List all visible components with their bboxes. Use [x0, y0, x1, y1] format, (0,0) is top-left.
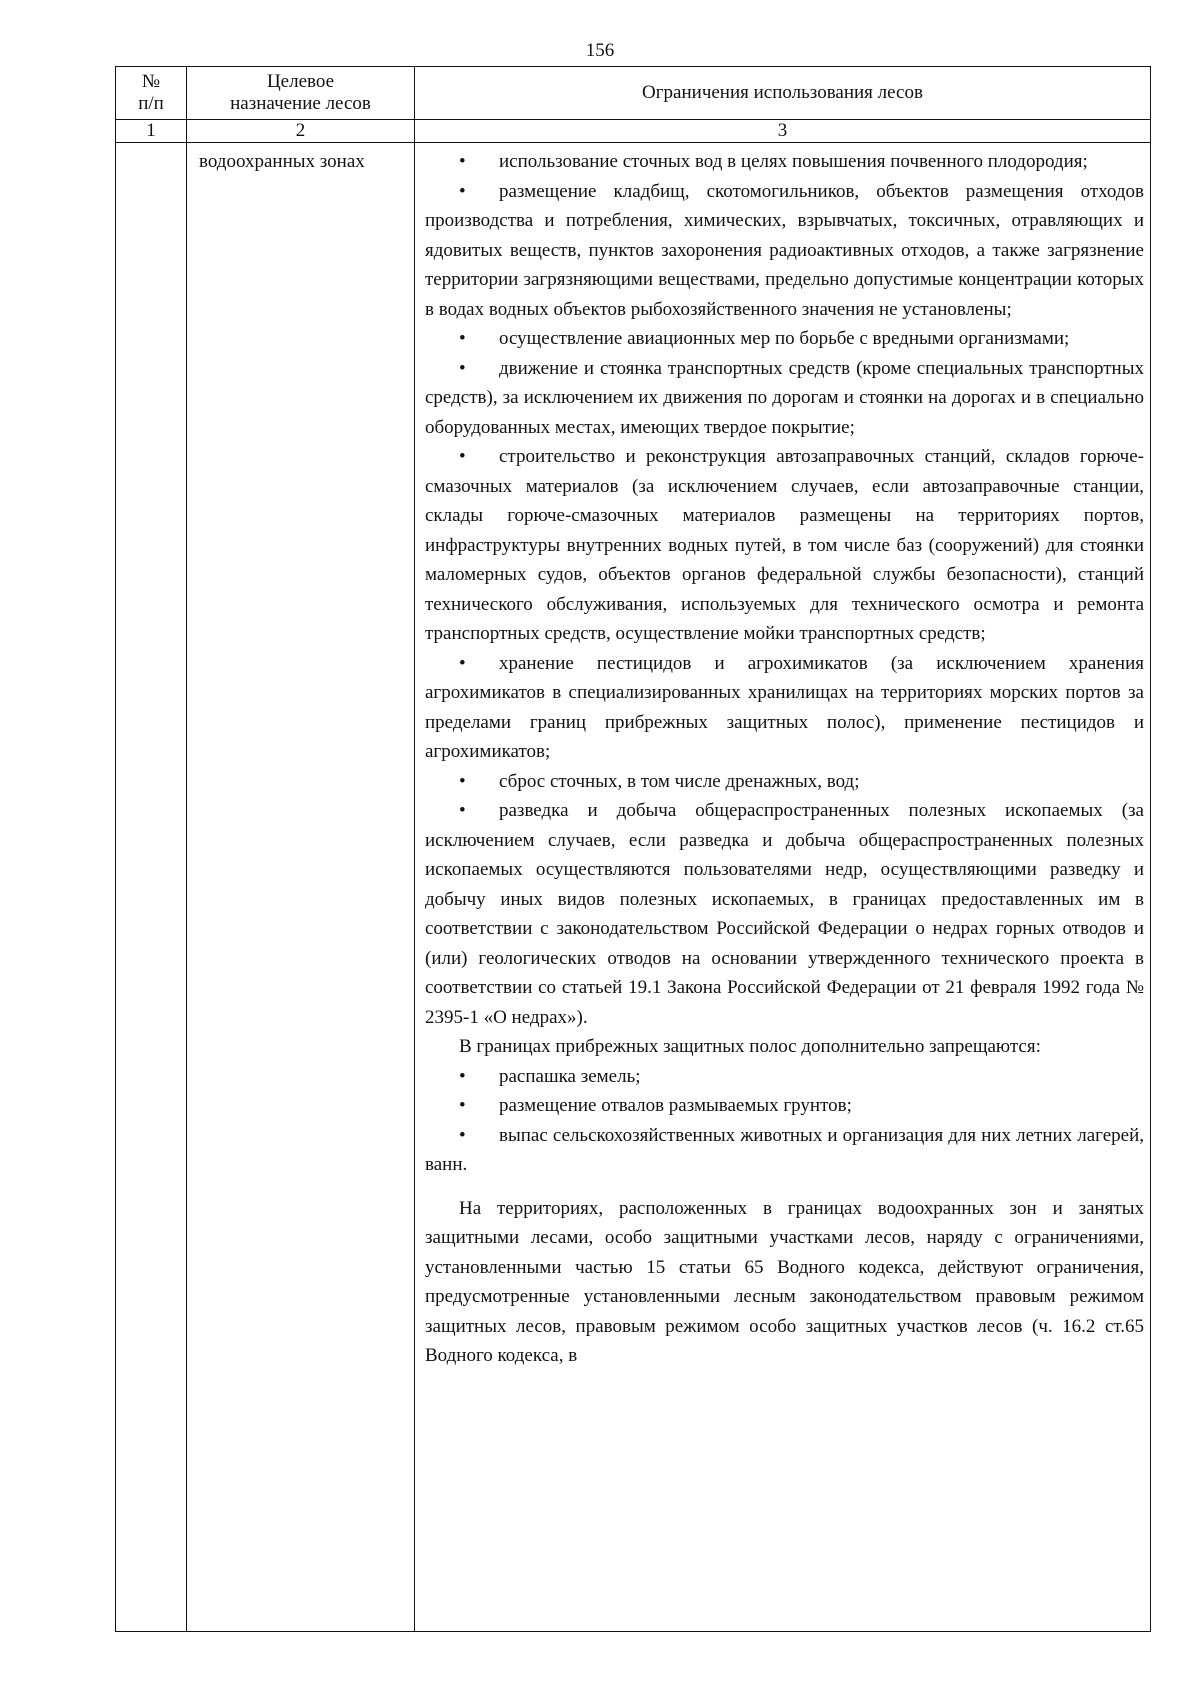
header-num-line-1: №: [141, 71, 161, 92]
page-number: 156: [585, 40, 615, 61]
list-item: [425, 177, 1144, 325]
list-item-text: строительство и реконструкция автозаправочных станций, складов горюче-смазочных материалов (за исключением случаев, если автозаправочные станции, склады горюче-смазочных материалов размещены на территориях портов, инфраструктуры внутренних водных путей, в том числе баз (сооружений) для стоянки маломерных судов, объектов органов федеральной службы безопасности), станций технического обслуживания, используемых для технического осмотра и ремонта транспортных средств, осуществление мойки транспортных средств;: [425, 446, 1144, 644]
header-restrictions: Ограничения использования лесов: [415, 67, 1151, 120]
bullet-icon: •: [459, 800, 466, 821]
coastal-strip-intro: В границах прибрежных защитных полос дополнительно запрещаются:: [459, 1036, 1041, 1057]
bullet-icon: •: [459, 1124, 466, 1146]
list-item-text: распашка земель;: [499, 1065, 641, 1087]
column-number-row: [116, 120, 1151, 143]
header-purpose: [187, 67, 415, 120]
row-purpose-cell: водоохранных зонах: [187, 143, 415, 1632]
list-item: [425, 354, 1144, 443]
list-item: [425, 796, 1144, 1032]
list-item: [425, 1091, 1144, 1121]
bullet-icon: •: [459, 652, 466, 674]
column-number-2: 2: [187, 120, 415, 143]
list-item: [425, 767, 1144, 797]
list-item: [425, 1121, 1144, 1180]
header-num-line-2: п/п: [138, 93, 164, 114]
bullet-icon: •: [459, 446, 466, 467]
list-item-text: использование сточных вод в целях повышения почвенного плодородия;: [499, 151, 1088, 172]
bullet-icon: •: [459, 357, 466, 379]
closing-paragraph: На территориях, расположенных в границах водоохранных зон и занятых защитными лесами, особо защитными участками лесов, наряду с ограничениями, установленными частью 15 статьи 65 Водного кодекса, действуют ограничения, предусмотренные установленными лесным законодательством правовым режимом защитных лесов, правовым режимом особо защитных участков лесов (ч. 16.2 ст.65 Водного кодекса, в: [425, 1197, 1144, 1366]
list-item-text: выпас сельскохозяйственных животных и организация для них летних лагерей, ванн.: [425, 1124, 1144, 1175]
header-purpose-line-2: назначение лесов: [230, 93, 371, 114]
list-item: [425, 442, 1144, 649]
forest-restrictions-table: [115, 66, 1151, 1632]
list-item-text: размещение кладбищ, скотомогильников, объектов размещения отходов производства и потребления, химических, взрывчатых, токсичных, отравляющих и ядовитых веществ, пунктов захоронения радиоактивных отходов, а также загрязнение территории загрязняющими веществами, предельно допустимые концентрации которых в водах водных объектов рыбохозяйственного значения не установлены;: [425, 180, 1144, 320]
row-num-cell: [116, 143, 187, 1632]
row-restrictions-cell: [415, 143, 1151, 1632]
bullet-icon: •: [459, 151, 466, 172]
bullet-icon: •: [459, 1065, 466, 1087]
list-item-text: хранение пестицидов и агрохимикатов (за исключением хранения агрохимикатов в специализированных хранилищах на территориях морских портов за пределами границ прибрежных защитных полос), применение пестицидов и агрохимикатов;: [425, 652, 1144, 762]
bullet-icon: •: [459, 328, 466, 349]
table-header-row: [116, 67, 1151, 120]
bullet-icon: •: [459, 1095, 466, 1116]
list-item-text: разведка и добыча общераспространенных полезных ископаемых (за исключением случаев, если разведка и добыча общераспространенных полезных ископаемых осуществляются пользователями недр, осуществляющими разведку и добычу иных видов полезных ископаемых, в границах предоставленных им в соответствии с законодательством Российской Федерации о недрах горных отводов и (или) геологических отводов на основании утвержденного технического проекта в соответствии со статьей 19.1 Закона Российской Федерации от 21 февраля 1992 года № 2395-1 «О недрах»).: [425, 800, 1144, 1028]
list-item: [425, 147, 1144, 177]
bullet-icon: •: [459, 180, 466, 202]
header-purpose-line-1: Целевое: [266, 71, 335, 92]
column-number-1: 1: [116, 120, 187, 143]
header-num: [116, 67, 187, 120]
list-item-text: движение и стоянка транспортных средств (кроме специальных транспортных средств), за исключением их движения по дорогам и стоянки на дорогах и в специально оборудованных местах, имеющих твердое покрытие;: [425, 357, 1144, 438]
list-item: [425, 649, 1144, 767]
bullet-icon: •: [459, 770, 466, 792]
table-row: [116, 143, 1151, 1632]
column-number-3: 3: [415, 120, 1151, 143]
list-item: [425, 1062, 1144, 1092]
list-item-text: сброс сточных, в том числе дренажных, вод;: [499, 770, 860, 792]
list-item: [425, 324, 1144, 354]
list-item-text: осуществление авиационных мер по борьбе с вредными организмами;: [499, 328, 1070, 349]
list-item-text: размещение отвалов размываемых грунтов;: [499, 1095, 852, 1116]
